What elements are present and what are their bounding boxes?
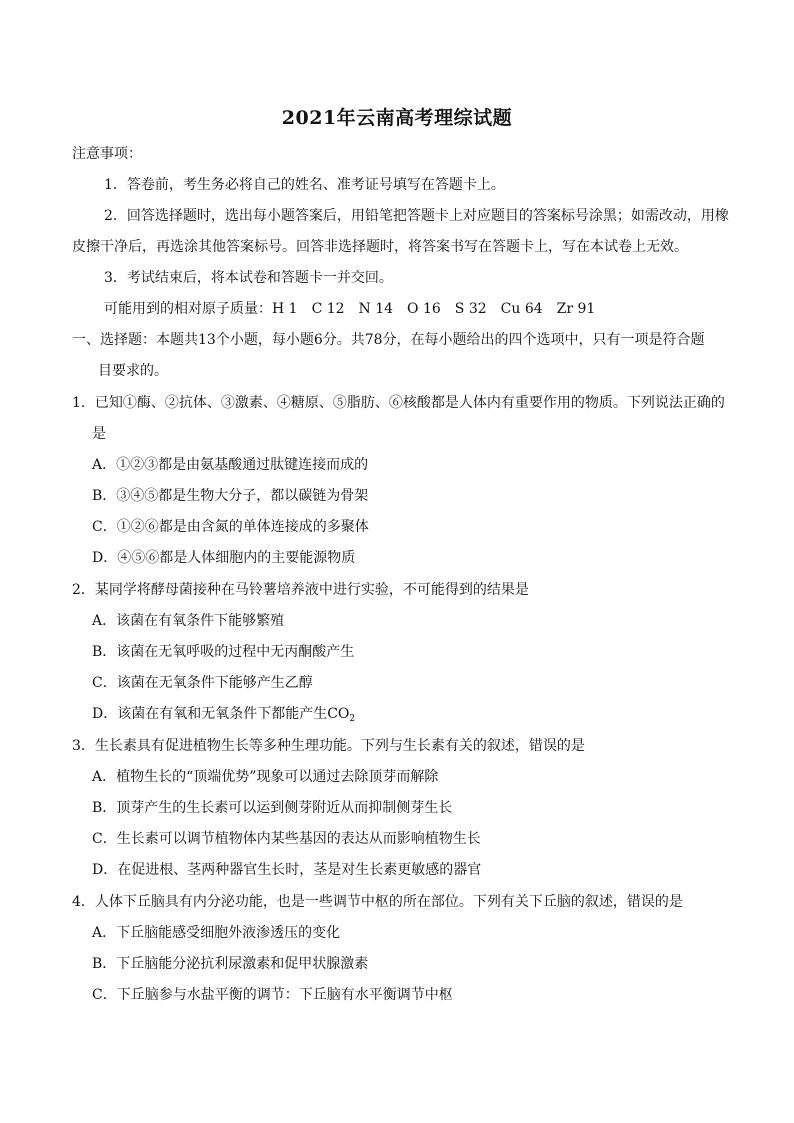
- notice-item-2-cont: 皮擦干净后，再选涂其他答案标号。回答非选择题时，将答案书写在答题卡上，写在本试卷上无效。: [72, 239, 688, 255]
- question-2-option-b: B．该菌在无氧呼吸的过程中无丙酮酸产生: [92, 644, 355, 660]
- question-2-option-d-subscript: 2: [349, 714, 356, 724]
- question-3-option-b: B．顶芽产生的生长素可以运到侧芽附近从而抑制侧芽生长: [92, 800, 453, 816]
- question-2-option-c: C．该菌在无氧条件下能够产生乙醇: [92, 675, 313, 691]
- question-4-option-b: B．下丘脑能分泌抗利尿激素和促甲状腺激素: [92, 956, 369, 972]
- question-1-stem: 1．已知①酶、②抗体、③激素、④糖原、⑤脂肪、⑥核酸都是人体内有重要作用的物质。下列说法正确的: [72, 395, 725, 411]
- question-2-option-d: [92, 704, 355, 729]
- page-title: 2021年云南高考理综试题: [281, 107, 513, 129]
- question-2-option-a: A．该菌在有氧条件下能够繁殖: [92, 613, 285, 629]
- question-2-option-d-text: D．该菌在有氧和无氧条件下都能产生CO: [92, 706, 350, 722]
- atomic-mass-note: 可能用到的相对原子质量：H 1 C 12 N 14 O 16 S 32 Cu 64 Zr 91: [104, 301, 596, 317]
- question-3-option-d: D．在促进根、茎两种器官生长时，茎是对生长素更敏感的器官: [92, 862, 482, 878]
- question-4-option-c: C．下丘脑参与水盐平衡的调节：下丘脑有水平衡调节中枢: [92, 987, 453, 1003]
- question-1-option-a: A．①②③都是由氨基酸通过肽键连接而成的: [92, 457, 369, 473]
- question-3-option-a: A．植物生长的“顶端优势”现象可以通过去除顶芽而解除: [92, 769, 439, 785]
- notice-heading: 注意事项：: [72, 146, 142, 162]
- question-1-option-c: C．①②⑥都是由含氮的单体连接成的多聚体: [92, 519, 369, 535]
- notice-item-1: 1．答卷前，考生务必将自己的姓名、准考证号填写在答题卡上。: [104, 177, 505, 193]
- question-4-stem: 4．人体下丘脑具有内分泌功能，也是一些调节中枢的所在部位。下列有关下丘脑的叙述，错误的是: [72, 894, 683, 910]
- question-1-option-d: D．④⑤⑥都是人体细胞内的主要能源物质: [92, 550, 356, 566]
- question-2-stem: 2．某同学将酵母菌接种在马铃薯培养液中进行实验，不可能得到的结果是: [72, 582, 529, 598]
- section-heading: 一、选择题：本题共13个小题，每小题6分。共78分，在每小题给出的四个选项中，只有一项是符合题: [72, 332, 705, 348]
- notice-item-2: 2．回答选择题时，选出每小题答案后，用铅笔把答题卡上对应题目的答案标号涂黑；如需改动，用橡: [104, 208, 729, 224]
- question-4-option-a: A．下丘脑能感受细胞外液渗透压的变化: [92, 925, 341, 941]
- section-heading-cont: 目要求的。: [98, 363, 168, 379]
- question-3-stem: 3．生长素具有促进植物生长等多种生理功能。下列与生长素有关的叙述，错误的是: [72, 738, 585, 754]
- notice-item-3: 3．考试结束后，将本试卷和答题卡一并交回。: [104, 270, 393, 286]
- question-1-option-b: B．③④⑤都是生物大分子，都以碳链为骨架: [92, 488, 369, 504]
- question-3-option-c: C．生长素可以调节植物体内某些基因的表达从而影响植物生长: [92, 831, 481, 847]
- question-1-stem-cont: 是: [92, 426, 106, 442]
